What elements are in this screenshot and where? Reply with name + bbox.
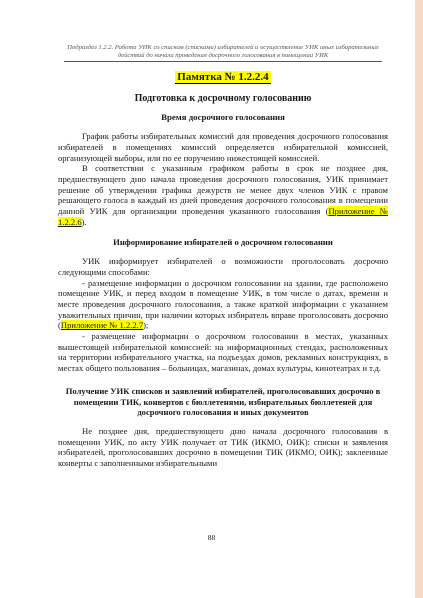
appendix-link-1-2-2-6[interactable]: Приложение № 1.2.2.6 xyxy=(58,206,388,227)
paragraph: График работы избирательных комиссий для проведения досрочного голосования избирателей в помещениях комиссий определяется избирательной комиссией, организующей выборы, или по ее поручению нижестоящей комиссией. xyxy=(58,131,388,163)
memo-title-text: Памятка № 1.2.2.4 xyxy=(177,71,269,83)
section-heading-receiving-lists: Получение УИК списков и заявлений избирателей, проголосовавших досрочно в помещении ТИК, конвертов с бюллетенями, избирательных бюллетеней для досрочного голосования и иных документов xyxy=(65,385,381,418)
running-header: Подраздел 1.2.2. Работа УИК со списком (списками) избирателей и осуществление УИК иных избирательных действий до начала проведения досрочного голосования в помещении УИК xyxy=(64,44,382,62)
page-content xyxy=(58,44,388,469)
paragraph-text: - размещение информации о досрочном голосовании на здании, где расположено помещение УИК, и перед входом в помещение УИК, в том числе о датах, времени и месте проведения досрочного голосования, а также краткой информации с указанием уважительных причин, при наличии которых избиратель вправе проголосовать досрочно ( xyxy=(58,277,388,331)
appendix-link-1-2-2-7[interactable]: Приложение № 1.2.2.7 xyxy=(60,320,144,331)
document-title: Подготовка к досрочному голосованию xyxy=(134,92,312,104)
memo-title xyxy=(58,72,388,83)
section-heading-voting-time: Время досрочного голосования xyxy=(161,112,285,123)
page-number: 88 xyxy=(207,533,216,542)
paragraph: - размещение информации о досрочном голосовании в местах, указанных вышестоящей избирательной комиссией: на информационных стендах, расположенных на территории избирательного участка, на подъездах домов, рекламных конструкциях, в местах общего пользования – больницах, магазинах, домах культуры, кинотеатрах и т.д. xyxy=(58,331,388,374)
paragraph-text: В соответствии с указанным графиком работы в срок не позднее дня, предшествующего дню начала проведения досрочного голосования, УИК принимает решение об утверждении графика дежурств не менее двух членов УИК с правом решающего голоса в каждый из дней проведения досрочного голосования в помещении данной УИК для организации проведения указанного голосования ( xyxy=(58,163,388,217)
paragraph: Не позднее дня, предшествующего дню начала досрочного голосования в помещении УИК, по акту УИК получает от ТИК (ИКМО, ОИК): списки и заявления избирателей, проголосовавших досрочно в помещении ТИК (ИКМО, ОИК); заклеенные конверты с заполненными избирательными xyxy=(58,425,388,469)
paragraph-text-end: ); xyxy=(143,320,149,331)
paragraph: УИК информирует избирателей о возможности проголосовать досрочно следующими способами: xyxy=(58,256,388,277)
paragraph-text-end: ). xyxy=(81,216,87,227)
section-heading-informing: Информирование избирателей о досрочном голосовании xyxy=(113,237,333,248)
paragraph xyxy=(58,163,388,227)
paragraph xyxy=(58,278,388,332)
